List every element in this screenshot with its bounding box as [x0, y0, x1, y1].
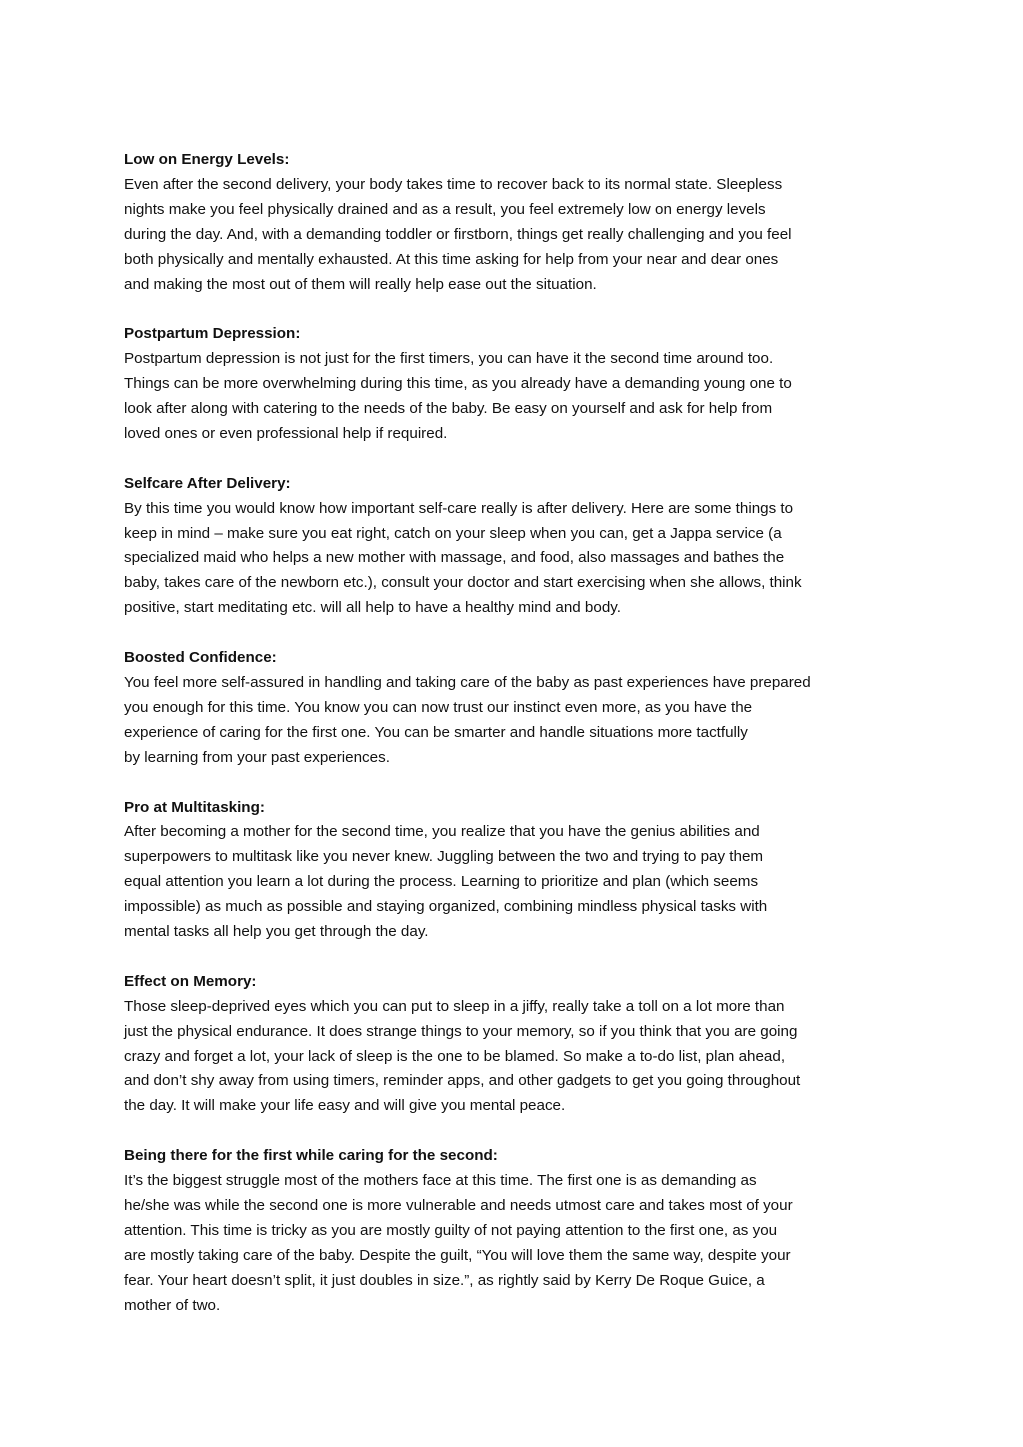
section-paragraph — [124, 820, 904, 945]
paragraph-line: by learning from your past experiences. — [124, 748, 390, 766]
paragraph-line: during the day. And, with a demanding toddler or firstborn, things get really challenging and you feel — [124, 225, 792, 243]
section-paragraph — [124, 347, 904, 447]
paragraph-line: fear. Your heart doesn’t split, it just doubles in size.”, as rightly said by Kerry De Roque Guice, a — [124, 1271, 765, 1289]
paragraph-line: It’s the biggest struggle most of the mothers face at this time. The first one is as demanding as — [124, 1172, 757, 1190]
section-heading: Low on Energy Levels: — [124, 151, 290, 168]
paragraph-line: Those sleep-deprived eyes which you can put to sleep in a jiffy, really take a toll on a lot more than — [124, 997, 785, 1015]
section-paragraph — [124, 173, 904, 298]
section-paragraph — [124, 1169, 904, 1318]
paragraph-line: Postpartum depression is not just for the first timers, you can have it the second time around too. — [124, 350, 774, 368]
paragraph-line: mother of two. — [124, 1296, 221, 1314]
paragraph-line: and making the most out of them will really help ease out the situation. — [124, 275, 597, 293]
paragraph-line: After becoming a mother for the second time, you realize that you have the genius abilities and — [124, 823, 760, 841]
paragraph-line: look after along with catering to the needs of the baby. Be easy on yourself and ask for help from — [124, 400, 773, 418]
paragraph-line: specialized maid who helps a new mother with massage, and food, also massages and bathes the — [124, 549, 785, 567]
section-paragraph — [124, 497, 904, 622]
paragraph-line: just the physical endurance. It does strange things to your memory, so if you think that you are going — [124, 1022, 798, 1040]
section-low-energy — [124, 148, 904, 297]
paragraph-line: attention. This time is tricky as you are mostly guilty of not paying attention to the first one, as you — [124, 1221, 778, 1239]
paragraph-line: positive, start meditating etc. will all help to have a healthy mind and body. — [124, 599, 621, 617]
paragraph-line: the day. It will make your life easy and will give you mental peace. — [124, 1097, 566, 1115]
paragraph-line: superpowers to multitask like you never knew. Juggling between the two and trying to pay them — [124, 848, 764, 866]
section-heading: Being there for the first while caring for the second: — [124, 1147, 498, 1165]
paragraph-line: nights make you feel physically drained and as a result, you feel extremely low on energy levels — [124, 200, 766, 218]
paragraph-line: By this time you would know how important self-care really is after delivery. Here are some things to — [124, 499, 794, 517]
paragraph-line: crazy and forget a lot, your lack of sleep is the one to be blamed. So make a to-do list, plan ahead, — [124, 1047, 786, 1065]
section-heading: Pro at Multitasking: — [124, 798, 265, 816]
section-paragraph — [124, 671, 904, 771]
paragraph-line: are mostly taking care of the baby. Despite the guilt, “You will love them the same way, despite your — [124, 1246, 791, 1264]
paragraph-line: impossible) as much as possible and staying organized, combining mindless physical tasks with — [124, 898, 768, 916]
section-multitasking — [124, 796, 904, 945]
document-page — [124, 148, 904, 1319]
paragraph-line: baby, takes care of the newborn etc.), consult your doctor and start exercising when she allows, think — [124, 574, 802, 592]
paragraph-line: experience of caring for the first one. You can be smarter and handle situations more tactfully — [124, 723, 748, 741]
paragraph-line: Things can be more overwhelming during this time, as you already have a demanding young one to — [124, 375, 792, 393]
paragraph-line: You feel more self-assured in handling and taking care of the baby as past experiences have prepared — [124, 673, 811, 691]
section-heading: Effect on Memory: — [124, 972, 257, 990]
section-heading: Postpartum Depression: — [124, 325, 301, 343]
section-heading: Selfcare After Delivery: — [124, 474, 291, 492]
section-postpartum-depression — [124, 322, 904, 447]
paragraph-line: loved ones or even professional help if required. — [124, 424, 448, 442]
paragraph-line: and don’t shy away from using timers, reminder apps, and other gadgets to get you going throughout — [124, 1072, 801, 1090]
section-selfcare — [124, 472, 904, 621]
paragraph-line: equal attention you learn a lot during the process. Learning to prioritize and plan (which seems — [124, 873, 759, 891]
section-first-and-second — [124, 1144, 904, 1318]
section-memory — [124, 970, 904, 1119]
section-heading: Boosted Confidence: — [124, 649, 277, 667]
section-paragraph — [124, 995, 904, 1120]
paragraph-line: Even after the second delivery, your body takes time to recover back to its normal state. Sleepless — [124, 175, 783, 193]
paragraph-line: mental tasks all help you get through the day. — [124, 923, 429, 941]
paragraph-line: you enough for this time. You know you can now trust our instinct even more, as you have the — [124, 698, 753, 716]
section-boosted-confidence — [124, 646, 904, 771]
paragraph-line: he/she was while the second one is more vulnerable and needs utmost care and takes most of your — [124, 1196, 793, 1214]
paragraph-line: both physically and mentally exhausted. At this time asking for help from your near and dear ones — [124, 250, 779, 268]
paragraph-line: keep in mind – make sure you eat right, catch on your sleep when you can, get a Jappa service (a — [124, 524, 782, 542]
